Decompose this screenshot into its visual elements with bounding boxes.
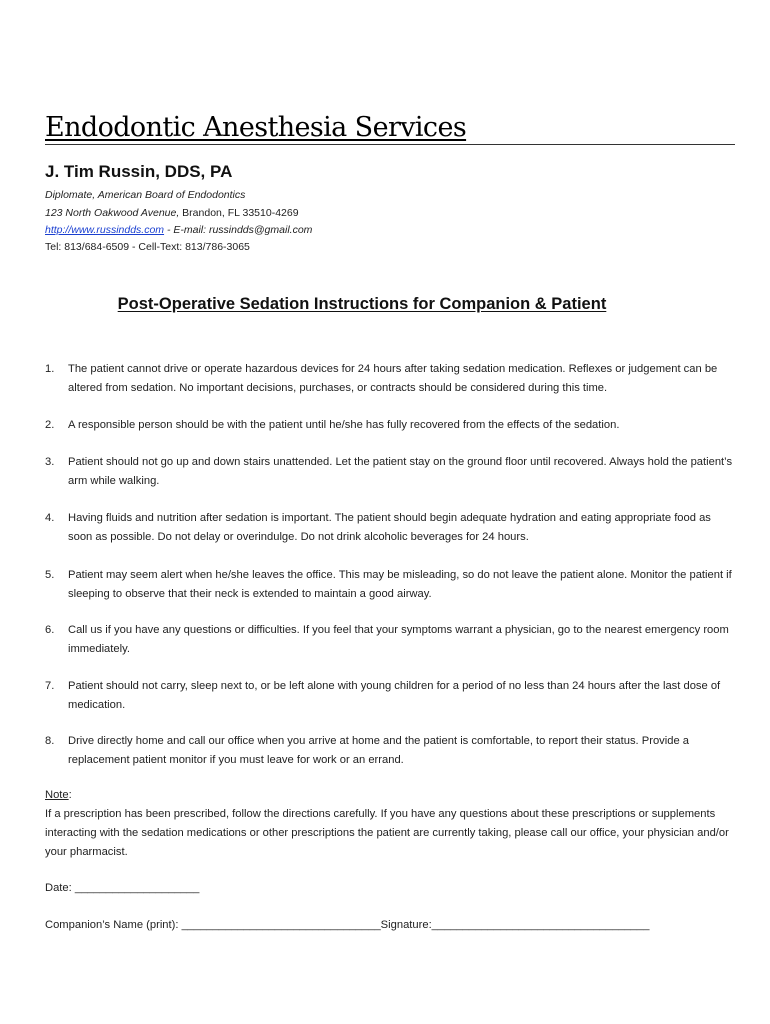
item-text: Call us if you have any questions or difficulties. If you feel that your symptoms warrant a physician, go to the nearest emergency room immediately. [68, 624, 729, 655]
item-number: 6. [45, 624, 55, 636]
address-city: Brandon, FL 33510-4269 [179, 207, 299, 219]
instruction-item [45, 509, 735, 547]
note-label: Note [45, 789, 69, 801]
letterhead-rule [45, 112, 735, 145]
email-text: - E-mail: russindds@gmail.com [164, 224, 313, 236]
page-title: Post-Operative Sedation Instructions for Companion & Patient [117, 295, 607, 313]
address-line [45, 207, 299, 219]
item-text: Patient should not go up and down stairs unattended. Let the patient stay on the ground floor until recovered. Always hold the patient’s arm while walking. [68, 456, 733, 487]
item-text: Patient may seem alert when he/she leaves the office. This may be misleading, so do not leave the patient alone. Monitor the patient if sleeping to observe that their neck is extended to maintain a good airway. [68, 569, 732, 600]
item-number: 3. [45, 456, 55, 468]
instruction-item [45, 453, 735, 491]
item-number: 1. [45, 363, 55, 375]
item-text: The patient cannot drive or operate hazardous devices for 24 hours after taking sedation medication. Reflexes or judgement can be altered from sedation. No important decisions, purchases, or contracts should be considered during this time. [68, 363, 718, 394]
address-street: 123 North Oakwood Avenue, [45, 207, 180, 219]
instruction-item [45, 677, 735, 715]
contact-line [45, 224, 312, 236]
note-heading [45, 789, 72, 801]
item-text: Drive directly home and call our office when you arrive at home and the patient is comfortable, to report their status. Provide a replacement patient monitor if you must leave for work or an errand. [68, 735, 690, 766]
item-text: A responsible person should be with the patient until he/she has fully recovered from the effects of the sedation. [68, 419, 620, 431]
doctor-name: J. Tim Russin, DDS, PA [45, 162, 233, 181]
instruction-item [45, 360, 735, 398]
date-field[interactable]: Date: ____________________ [45, 882, 200, 894]
note-text: If a prescription has been prescribed, follow the directions carefully. If you have any questions about these prescriptions or supplements interacting with the sedation medications or other prescriptions the patient are currently taking, please call our office, your physician and/or your pharmacist. [45, 808, 729, 858]
item-number: 8. [45, 735, 55, 747]
website-link[interactable]: http://www.russindds.com [45, 224, 165, 236]
note-colon: : [68, 789, 72, 801]
instruction-item [45, 566, 735, 604]
phone-line: Tel: 813/684-6509 - Cell-Text: 813/786-3065 [45, 241, 250, 253]
practice-name: Endodontic Anesthesia Services [45, 112, 467, 143]
instruction-item [45, 621, 735, 659]
item-text: Having fluids and nutrition after sedation is important. The patient should begin adequate hydration and eating appropriate food as soon as possible. Do not delay or overindulge. Do not drink alcoholic beverages for 24 hours. [68, 512, 711, 543]
instruction-item [45, 732, 735, 770]
item-text: Patient should not carry, sleep next to, or be left alone with young children for a period of no less than 24 hours after the last dose of medication. [68, 680, 721, 711]
item-number: 2. [45, 419, 55, 431]
item-number: 4. [45, 512, 55, 524]
credential-line: Diplomate, American Board of Endodontics [45, 189, 246, 201]
item-number: 7. [45, 680, 55, 692]
companion-signature-field[interactable]: Companion’s Name (print): ________________________________Signature:___________________________________ [45, 919, 650, 931]
item-number: 5. [45, 569, 55, 581]
instruction-item [45, 416, 735, 435]
